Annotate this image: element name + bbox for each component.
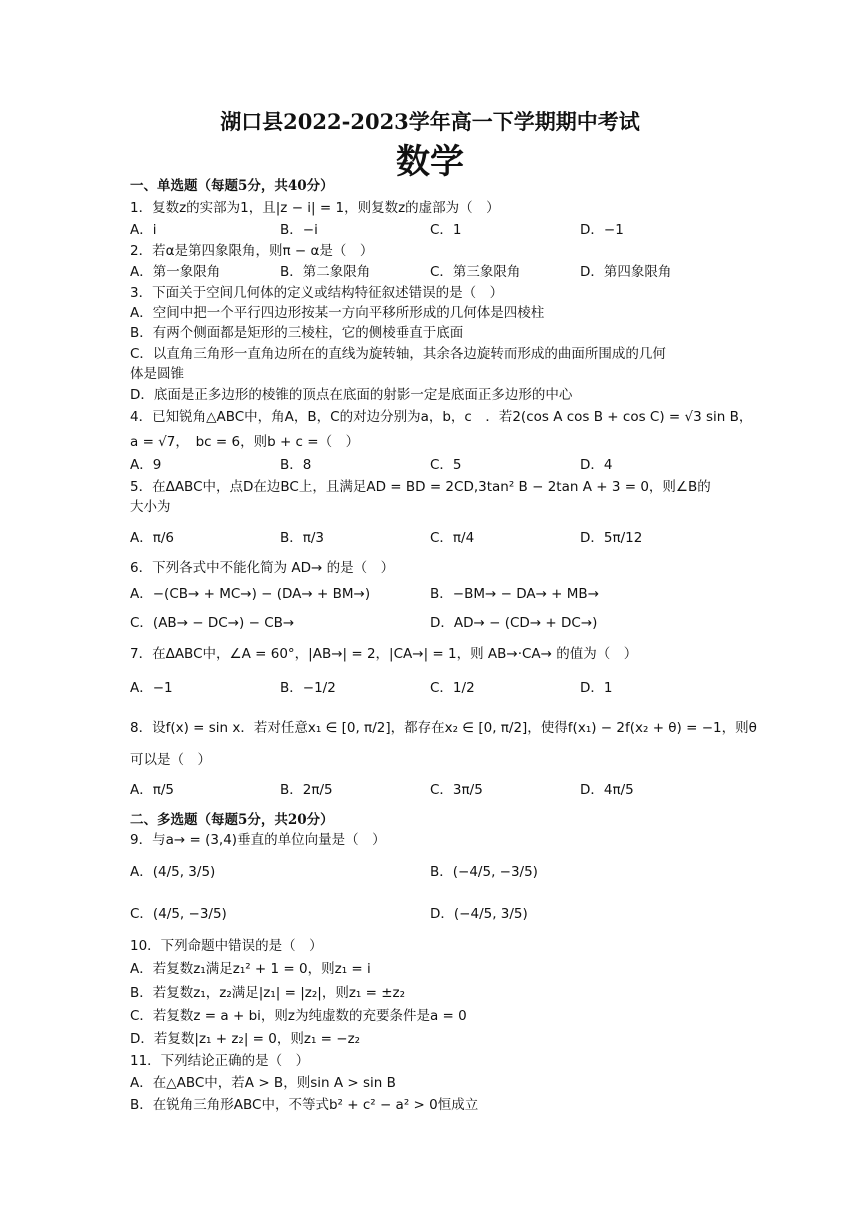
q3-option-b: B．有两个侧面都是矩形的三棱柱，它的侧棱垂直于底面 — [130, 325, 464, 341]
q9-option-c: C．(4/5, −3/5) — [130, 906, 227, 922]
q3-stem: 3．下面关于空间几何体的定义或结构特征叙述错误的是（ ） — [130, 285, 504, 301]
q10-option-d: D．若复数|z₁ + z₂| = 0，则z₁ = −z₂ — [130, 1031, 361, 1047]
q10-option-c: C．若复数z = a + bi，则z为纯虚数的充要条件是a = 0 — [130, 1008, 467, 1024]
q8-stem-line1: 8．设f(x) = sin x．若对任意x₁ ∈ [0, π/2]，都存在x₂ ∈ [0, π/2]，使得f(x₁) − 2f(x₂ + θ) = −1，则θ — [130, 720, 757, 736]
q5-option-d: D．5π/12 — [580, 530, 643, 546]
q1-option-a: A．i — [130, 222, 157, 238]
q7-option-b: B．−1/2 — [280, 680, 336, 696]
q2-option-c: C．第三象限角 — [430, 264, 521, 280]
q2-stem: 2．若α是第四象限角，则π − α是（ ） — [130, 243, 374, 259]
q1-stem: 1．复数z的实部为1，且|z − i| = 1，则复数z的虚部为（ ） — [130, 200, 500, 216]
q7-option-a: A．−1 — [130, 680, 173, 696]
q7-stem: 7．在ΔABC中，∠A = 60°，|AB→| = 2，|CA→| = 1，则 AB→·CA→ 的值为（ ） — [130, 646, 638, 662]
q3-option-d: D．底面是正多边形的棱锥的顶点在底面的射影一定是底面正多边形的中心 — [130, 387, 573, 403]
q10-option-b: B．若复数z₁，z₂满足|z₁| = |z₂|，则z₁ = ±z₂ — [130, 985, 406, 1001]
q5-stem-line2: 大小为 — [130, 499, 171, 515]
q4-option-a: A．9 — [130, 457, 162, 473]
q2-option-d: D．第四象限角 — [580, 264, 672, 280]
q6-option-a: A．−(CB→ + MC→) − (DA→ + BM→) — [130, 586, 371, 602]
q11-stem: 11．下列结论正确的是（ ） — [130, 1053, 310, 1069]
q1-option-c: C．1 — [430, 222, 462, 238]
q4-option-d: D．4 — [580, 457, 613, 473]
section-heading-single-choice: 一、单选题（每题5分，共40分） — [130, 178, 334, 194]
section-heading-multiple-choice: 二、多选题（每题5分，共20分） — [130, 812, 334, 828]
q10-stem: 10．下列命题中错误的是（ ） — [130, 938, 323, 954]
q4-stem-line1: 4．已知锐角△ABC中，角A，B，C的对边分别为a，b，c ．若2(cos A cos B + cos C) = √3 sin B， — [130, 409, 753, 425]
q5-option-a: A．π/6 — [130, 530, 175, 546]
q9-option-d: D．(−4/5, 3/5) — [430, 906, 528, 922]
q2-option-b: B．第二象限角 — [280, 264, 371, 280]
exam-title: 湖口县2022-2023学年高一下学期期中考试 — [220, 109, 640, 134]
q10-option-a: A．若复数z₁满足z₁² + 1 = 0，则z₁ = i — [130, 961, 371, 977]
q5-option-c: C．π/4 — [430, 530, 475, 546]
q5-stem-line1: 5．在ΔABC中，点D在边BC上，且满足AD = BD = 2CD,3tan² B − 2tan A + 3 = 0，则∠B的 — [130, 479, 711, 495]
q3-option-c-line1: C．以直角三角形一直角边所在的直线为旋转轴，其余各边旋转而形成的曲面所围成的几何 — [130, 346, 666, 362]
q9-option-b: B．(−4/5, −3/5) — [430, 864, 538, 880]
q8-option-b: B．2π/5 — [280, 782, 333, 798]
q2-option-a: A．第一象限角 — [130, 264, 221, 280]
q8-stem-line2: 可以是（ ） — [130, 752, 211, 768]
q6-option-b: B．−BM→ − DA→ + MB→ — [430, 586, 600, 602]
q3-option-c-line2: 体是圆锥 — [130, 366, 184, 382]
subject-title: 数学 — [396, 142, 464, 182]
q6-option-c: C．(AB→ − DC→) − CB→ — [130, 615, 295, 631]
q8-option-c: C．3π/5 — [430, 782, 483, 798]
q8-option-d: D．4π/5 — [580, 782, 634, 798]
q4-option-c: C．5 — [430, 457, 462, 473]
q1-option-d: D．−1 — [580, 222, 624, 238]
q3-option-a: A．空间中把一个平行四边形按某一方向平移所形成的几何体是四棱柱 — [130, 305, 545, 321]
q6-stem: 6．下列各式中不能化简为 AD→ 的是（ ） — [130, 560, 395, 576]
q8-option-a: A．π/5 — [130, 782, 175, 798]
q11-option-a: A．在△ABC中，若A > B，则sin A > sin B — [130, 1075, 396, 1091]
q9-option-a: A．(4/5, 3/5) — [130, 864, 216, 880]
q5-option-b: B．π/3 — [280, 530, 325, 546]
q9-stem: 9．与a→ = (3,4)垂直的单位向量是（ ） — [130, 832, 386, 848]
q11-option-b: B．在锐角三角形ABC中，不等式b² + c² − a² > 0恒成立 — [130, 1097, 479, 1113]
q1-option-b: B．−i — [280, 222, 318, 238]
q4-stem-line2: a = √7， bc = 6，则b + c =（ ） — [130, 434, 360, 450]
q7-option-c: C．1/2 — [430, 680, 475, 696]
q6-option-d: D．AD→ − (CD→ + DC→) — [430, 615, 598, 631]
q4-option-b: B．8 — [280, 457, 312, 473]
q7-option-d: D．1 — [580, 680, 613, 696]
